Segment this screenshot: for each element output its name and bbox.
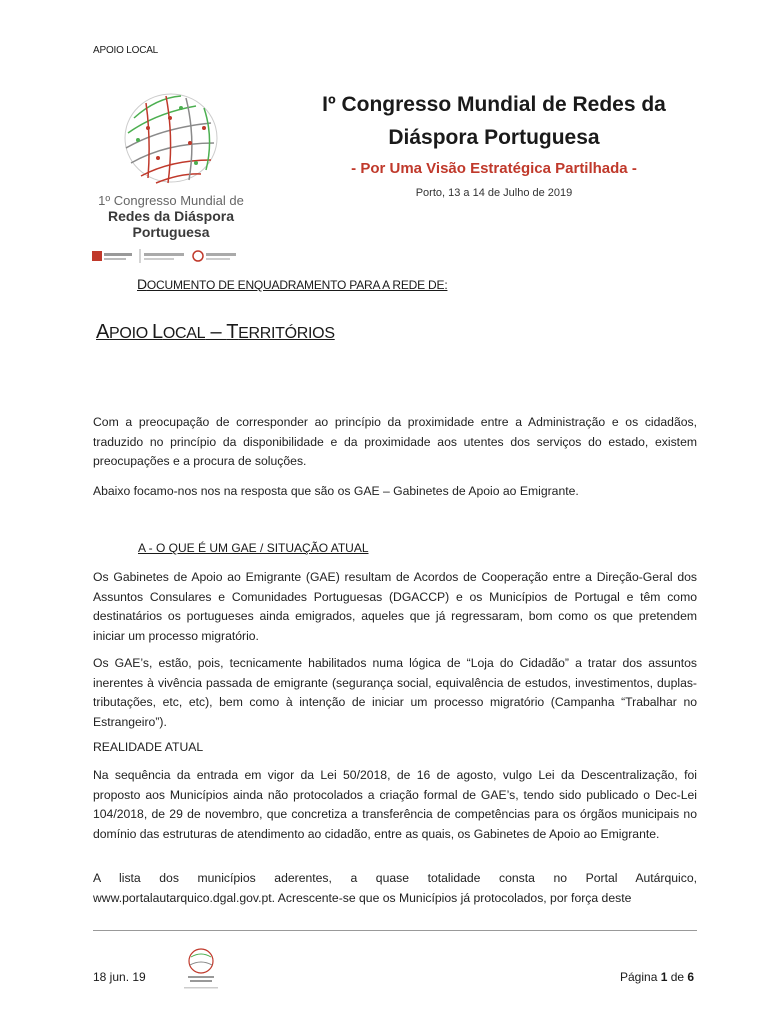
gae-intro-paragraph: Abaixo focamo-nos nos na resposta que são os GAE – Gabinetes de Apoio ao Emigrante. [93,484,579,498]
section-title: APOIO LOCAL – TERRITÓRIOS [96,321,335,343]
logo-line-1: 1º Congresso Mundial de [98,193,244,208]
footer-date: 18 jun. 19 [93,970,146,984]
document-heading: DOCUMENTO DE ENQUADRAMENTO PARA A REDE DE: [137,276,448,292]
footer-divider [93,930,697,931]
title-line-2: Diáspora Portuguesa [388,126,600,149]
intro-paragraph: Com a preocupação de corresponder ao princípio da proximidade entre a Administração e os cidadãos, traduzido no princípio da disponibilidade e da proximidade aos utentes dos serviços do estado, existem preocupações e a procura de soluções. [93,415,697,469]
event-dateline: Porto, 13 a 14 de Julho de 2019 [415,187,573,199]
municipalities-paragraph: A lista dos municípios aderentes, a quase totalidade consta no Portal Autárquico, www.portalautarquico.dgal.gov.pt. Acrescente-se que os Municípios já protocolados, por força deste [93,871,697,905]
page-title [282,88,706,154]
logo-line-2: Redes da Diáspora [107,208,235,224]
congress-logo [86,88,256,268]
header-label: APOIO LOCAL [93,45,159,56]
decentralization-paragraph: Na sequência da entrada em vigor da Lei 50/2018, de 16 de agosto, vulgo Lei da Descentralização, foi proposto aos Municípios ainda não protocolados a criação formal de GAE’s, tendo sido publicado o Dec-Lei 104/2018, de 29 de novembro, que concretiza a transferência de competências para os órgãos municipais no domínio das estruturas de atendimento ao cidadão, entre as quais, os Gabinetes de Apoio ao Emigrante. [93,768,697,841]
logo-line-3: Portuguesa [132,224,210,240]
gae-scope-paragraph: Os GAE’s, estão, pois, tecnicamente habilitados numa lógica de “Loja do Cidadão” a tratar dos assuntos inerentes à vivência passada de emigrante (segurança social, equivalência de estudos, investimentos, duplas-tributações, etc, etc), bem como à intenção de iniciar um processo migratório (Campanha “Trabalhar no Estrangeiro”). [93,656,697,729]
gae-definition-paragraph: Os Gabinetes de Apoio ao Emigrante (GAE) resultam de Acordos de Cooperação entre a Direção-Geral dos Assuntos Consulares e Comunidades Portuguesas (DGACCP) e os Municípios de Portugal e têm como destinatários os portugueses ainda emigrados, aqueles que já regressaram, bom como os que pretendem iniciar um processo migratório. [93,570,697,643]
globe-logo-icon [86,88,256,188]
page-number: Página 1 de 6 [620,970,695,984]
sponsor-logos-icon [86,246,256,266]
current-reality-heading: REALIDADE ATUAL [93,740,204,754]
footer-globe-icon [176,945,226,995]
page-subtitle: - Por Uma Visão Estratégica Partilhada - [351,160,637,177]
section-a-heading: A - O QUE É UM GAE / SITUAÇÃO ATUAL [138,541,369,555]
title-line-1: Iº Congresso Mundial de Redes da [322,93,666,116]
footer-congress-logo [176,945,226,995]
